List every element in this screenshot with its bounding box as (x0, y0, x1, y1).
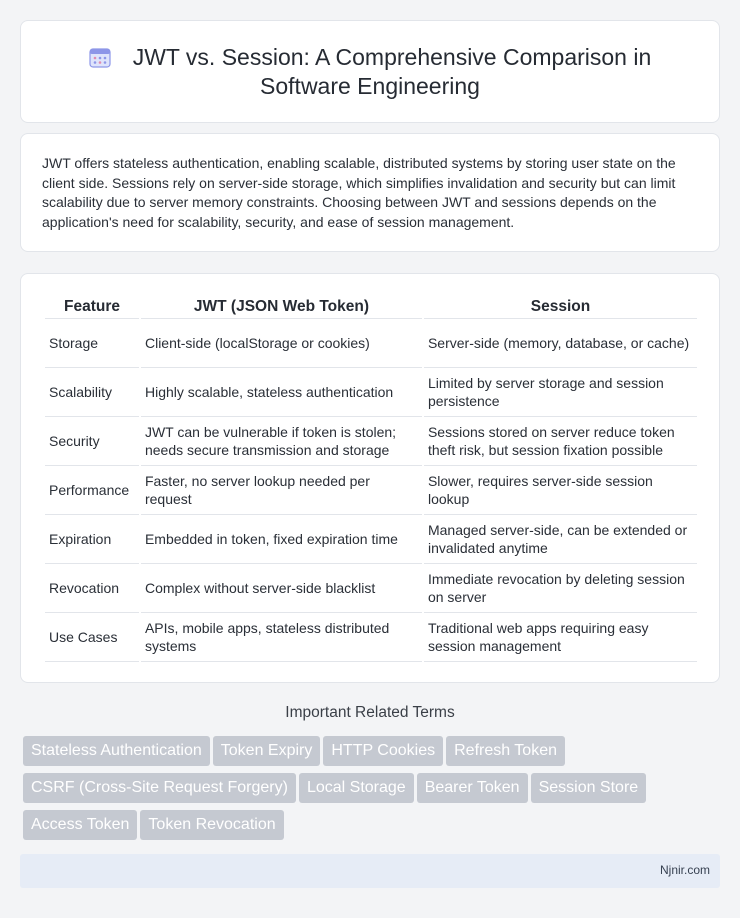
related-term-tag[interactable]: Local Storage (299, 773, 414, 803)
table-cell-jwt: APIs, mobile apps, stateless distributed systems (141, 613, 422, 662)
table-cell-jwt: Embedded in token, fixed expiration time (141, 515, 422, 564)
related-terms-heading: Important Related Terms (285, 704, 455, 721)
table-cell-feature: Performance (45, 466, 139, 515)
related-term-tag[interactable]: Session Store (531, 773, 647, 803)
footer-site-link[interactable]: Njnir.com (659, 863, 710, 877)
column-header-jwt: JWT (JSON Web Token) (141, 298, 422, 319)
table-row (45, 564, 697, 613)
column-header-session: Session (424, 298, 697, 319)
comparison-table (43, 298, 699, 662)
table-cell-session: Server-side (memory, database, or cache) (424, 319, 697, 368)
title-line-1: JWT vs. Session: A Comprehensive Comparison in (132, 44, 652, 70)
table-cell-session: Slower, requires server-side session lookup (424, 466, 697, 515)
table-row (45, 613, 697, 662)
table-row (45, 417, 697, 466)
table-cell-feature: Security (45, 417, 139, 466)
table-row (45, 319, 697, 368)
table-cell-session: Limited by server storage and session persistence (424, 368, 697, 417)
calendar-icon (89, 46, 111, 68)
table-cell-jwt: Client-side (localStorage or cookies) (141, 319, 422, 368)
table-cell-jwt: Faster, no server lookup needed per request (141, 466, 422, 515)
table-cell-feature: Revocation (45, 564, 139, 613)
related-term-tag[interactable]: Token Expiry (213, 736, 321, 766)
related-term-tag[interactable]: Access Token (23, 810, 137, 840)
footer (20, 854, 720, 888)
summary-text: JWT offers stateless authentication, enabling scalable, distributed systems by storing user state on the client side. Sessions rely on server-side storage, which simplifies invalidation and security but can limit scalability due to server memory constraints. Choosing between JWT and sessions depends on the application's need for scalability, security, and ease of session management. (42, 155, 676, 230)
column-header-feature: Feature (45, 298, 139, 319)
related-term-tag[interactable]: Stateless Authentication (23, 736, 210, 766)
related-term-tag[interactable]: Bearer Token (417, 773, 528, 803)
table-row (45, 368, 697, 417)
related-term-tag[interactable]: HTTP Cookies (323, 736, 443, 766)
title-line-2: Software Engineering (260, 73, 480, 99)
summary-card (20, 133, 720, 252)
table-cell-session: Immediate revocation by deleting session on server (424, 564, 697, 613)
related-term-tag[interactable]: Refresh Token (446, 736, 565, 766)
table-cell-feature: Use Cases (45, 613, 139, 662)
related-terms-list (23, 736, 713, 847)
table-cell-session: Traditional web apps requiring easy session management (424, 613, 697, 662)
table-cell-feature: Expiration (45, 515, 139, 564)
comparison-table-card (20, 273, 720, 683)
table-cell-feature: Storage (45, 319, 139, 368)
table-cell-session: Managed server-side, can be extended or invalidated anytime (424, 515, 697, 564)
table-row (45, 466, 697, 515)
table-cell-jwt: Highly scalable, stateless authentication (141, 368, 422, 417)
table-header-row (45, 298, 697, 319)
related-term-tag[interactable]: CSRF (Cross-Site Request Forgery) (23, 773, 296, 803)
page-title (21, 43, 719, 101)
table-row (45, 515, 697, 564)
table-cell-jwt: Complex without server-side blacklist (141, 564, 422, 613)
table-cell-jwt: JWT can be vulnerable if token is stolen; needs secure transmission and storage (141, 417, 422, 466)
table-cell-session: Sessions stored on server reduce token theft risk, but session fixation possible (424, 417, 697, 466)
title-card (20, 20, 720, 123)
related-term-tag[interactable]: Token Revocation (140, 810, 283, 840)
table-cell-feature: Scalability (45, 368, 139, 417)
